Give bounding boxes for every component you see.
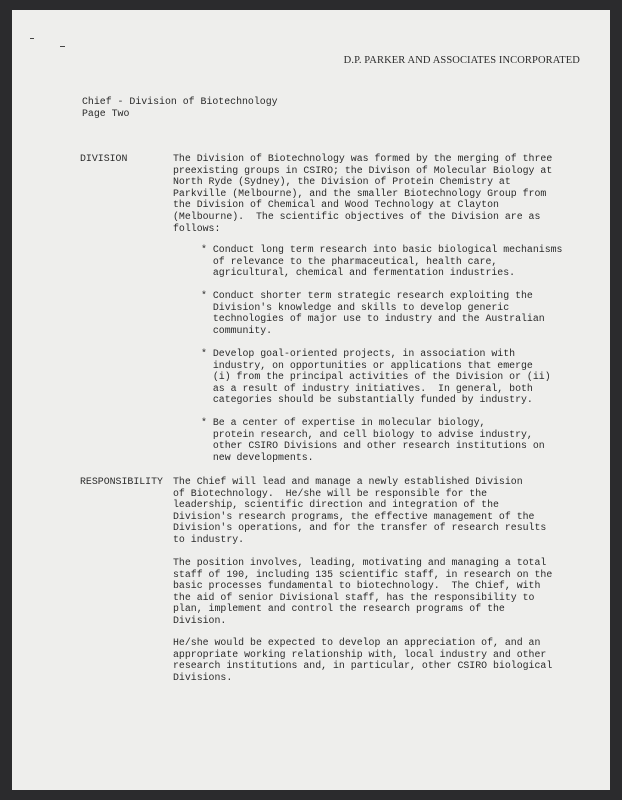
text-line: Division's operations, and for the transfer of research results (173, 522, 547, 534)
text-line: (Melbourne). The scientific objectives of the Division are as (173, 210, 541, 222)
text-line: as a result of industry initiatives. In general, both (201, 382, 533, 394)
letterhead: D.P. PARKER AND ASSOCIATES INCORPORATED (343, 55, 580, 66)
division-intro (173, 153, 552, 234)
text-line: appropriate working relationship with, local industry and other (173, 648, 547, 660)
division-label: DIVISION (80, 153, 128, 164)
text-line: industry, on opportunities or applications that emerge (201, 359, 533, 371)
text-line: plan, implement and control the research programs of the (173, 603, 505, 615)
page-heading (82, 96, 278, 119)
text-line: * Conduct shorter term strategic research exploiting the (201, 290, 533, 301)
scan-mark (30, 38, 34, 39)
text-line: new developments. (201, 451, 314, 463)
document-page (12, 10, 610, 790)
text-line: of relevance to the pharmaceutical, health care, (201, 255, 498, 267)
text-line: North Ryde (Sydney), the Division of Protein Chemistry at (173, 176, 511, 188)
text-line: community. (201, 324, 273, 336)
text-line: leadership, scientific direction and integration of the (173, 499, 499, 511)
text-line: Divisions. (173, 671, 233, 683)
responsibility-label: RESPONSIBILITY (80, 476, 163, 487)
text-line: the aid of senior Divisional staff, has the responsibility to (173, 591, 535, 603)
text-line: research institutions and, in particular, other CSIRO biological (173, 660, 553, 672)
text-line: categories should be substantially funded by industry. (201, 394, 533, 406)
heading-line: Page Two (82, 107, 130, 119)
text-line: other CSIRO Divisions and other research institutions on (201, 440, 545, 452)
text-line: agricultural, chemical and fermentation industries. (201, 267, 516, 279)
division-bullet (201, 348, 551, 406)
heading-line: Chief - Division of Biotechnology (82, 96, 278, 107)
text-line: Parkville (Melbourne), and the smaller Biotechnology Group from (173, 187, 547, 199)
responsibility-paragraph (173, 476, 546, 546)
responsibility-paragraph (173, 637, 552, 683)
text-line: of Biotechnology. He/she will be responsible for the (173, 487, 488, 499)
text-line: Division. (173, 614, 227, 626)
text-line: to industry. (173, 533, 245, 545)
responsibility-paragraph (173, 557, 552, 627)
text-line: (i) from the principal activities of the Division or (ii) (201, 371, 551, 383)
text-line: technologies of major use to industry and the Australian (201, 313, 545, 325)
text-line: * Develop goal-oriented projects, in association with (201, 348, 516, 359)
division-bullet (201, 244, 562, 279)
text-line: Division's knowledge and skills to develop generic (201, 301, 510, 313)
text-line: preexisting groups in CSIRO; the Divison of Molecular Biology at (173, 164, 553, 176)
text-line: basic processes fundamental to biotechnology. The Chief, with (173, 580, 541, 592)
text-line: * Be a center of expertise in molecular biology, (201, 417, 486, 428)
text-line: staff of 190, including 135 scientific staff, in research on the (173, 568, 553, 580)
text-line: The Division of Biotechnology was formed by the merging of three (173, 153, 553, 164)
text-line: the Division of Chemical and Wood Technology at Clayton (173, 199, 499, 211)
scan-mark (60, 46, 65, 47)
text-line: The Chief will lead and manage a newly established Division (173, 476, 523, 487)
text-line: follows: (173, 222, 221, 234)
text-line: He/she would be expected to develop an appreciation of, and an (173, 637, 541, 648)
division-bullet (201, 290, 545, 336)
text-line: protein research, and cell biology to advise industry, (201, 428, 533, 440)
text-line: * Conduct long term research into basic biological mechanisms (201, 244, 563, 255)
text-line: The position involves, leading, motivating and managing a total (173, 557, 547, 568)
text-line: Division's research programs, the effective management of the (173, 510, 535, 522)
division-bullet (201, 417, 545, 463)
